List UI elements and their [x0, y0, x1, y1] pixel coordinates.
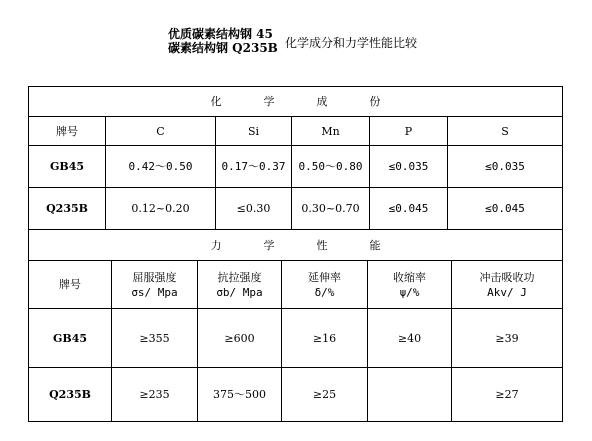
column-header-reduction-of-area [368, 261, 452, 309]
p-cell: ≤0.035 [370, 146, 448, 188]
c-cell: 0.42～0.50 [106, 146, 216, 188]
s-cell: ≤0.035 [448, 146, 563, 188]
c-cell: 0.12~0.20 [106, 188, 216, 230]
column-header-impact-energy [452, 261, 563, 309]
column-header-yield-strength [112, 261, 198, 309]
title-line-2: 碳素结构钢 Q235B [168, 41, 278, 55]
s-cell: ≤0.045 [448, 188, 563, 230]
column-header-tensile-strength [198, 261, 282, 309]
column-header-p: P [370, 117, 448, 146]
p-cell: ≤0.045 [370, 188, 448, 230]
header-label: 屈服强度 [132, 270, 177, 284]
header-label: 牌号 [59, 278, 81, 291]
grade-cell: GB45 [29, 309, 112, 368]
column-header-grade: 牌号 [29, 117, 106, 146]
header-label: 收缩率 [393, 270, 426, 284]
table-row [29, 368, 563, 422]
header-unit: σb/ Mpa [216, 285, 263, 299]
yield-strength-cell: ≥235 [112, 368, 198, 422]
chemical-composition-table [28, 86, 563, 230]
elongation-cell: ≥25 [282, 368, 368, 422]
tensile-strength-cell: ≥600 [198, 309, 282, 368]
table-row [29, 188, 563, 230]
header-unit: δ/% [314, 285, 335, 299]
header-label: 延伸率 [308, 270, 341, 284]
column-header-elongation [282, 261, 368, 309]
grade-cell: Q235B [29, 368, 112, 422]
elongation-cell: ≥16 [282, 309, 368, 368]
grade-cell: Q235B [29, 188, 106, 230]
column-header-si: Si [216, 117, 292, 146]
header-label: 冲击吸收功 [479, 270, 535, 284]
column-header-mn: Mn [292, 117, 370, 146]
yield-strength-cell: ≥355 [112, 309, 198, 368]
title-line-1: 优质碳素结构钢 45 [168, 27, 273, 41]
grade-cell: GB45 [29, 146, 106, 188]
mechanical-properties-table [28, 230, 563, 422]
document-subtitle: 化学成分和力学性能比较 [285, 36, 418, 50]
table-row [29, 309, 563, 368]
tensile-strength-cell: 375～500 [198, 368, 282, 422]
header-label: 抗拉强度 [217, 270, 262, 284]
header-unit: σs/ Mpa [131, 285, 178, 299]
column-header-s: S [448, 117, 563, 146]
column-header-c: C [106, 117, 216, 146]
mn-cell: 0.50～0.80 [292, 146, 370, 188]
reduction-of-area-cell: ≥40 [368, 309, 452, 368]
header-unit: Akv/ J [487, 285, 527, 299]
si-cell: ≤0.30 [216, 188, 292, 230]
impact-energy-cell: ≥27 [452, 368, 563, 422]
column-header-grade [29, 261, 112, 309]
si-cell: 0.17～0.37 [216, 146, 292, 188]
mechanical-section-header: 力 学 性 能 [29, 230, 563, 261]
reduction-of-area-cell [368, 368, 452, 422]
chemical-section-header: 化 学 成 份 [29, 87, 563, 117]
table-row [29, 146, 563, 188]
header-unit: ψ/% [399, 285, 420, 299]
impact-energy-cell: ≥39 [452, 309, 563, 368]
mn-cell: 0.30~0.70 [292, 188, 370, 230]
